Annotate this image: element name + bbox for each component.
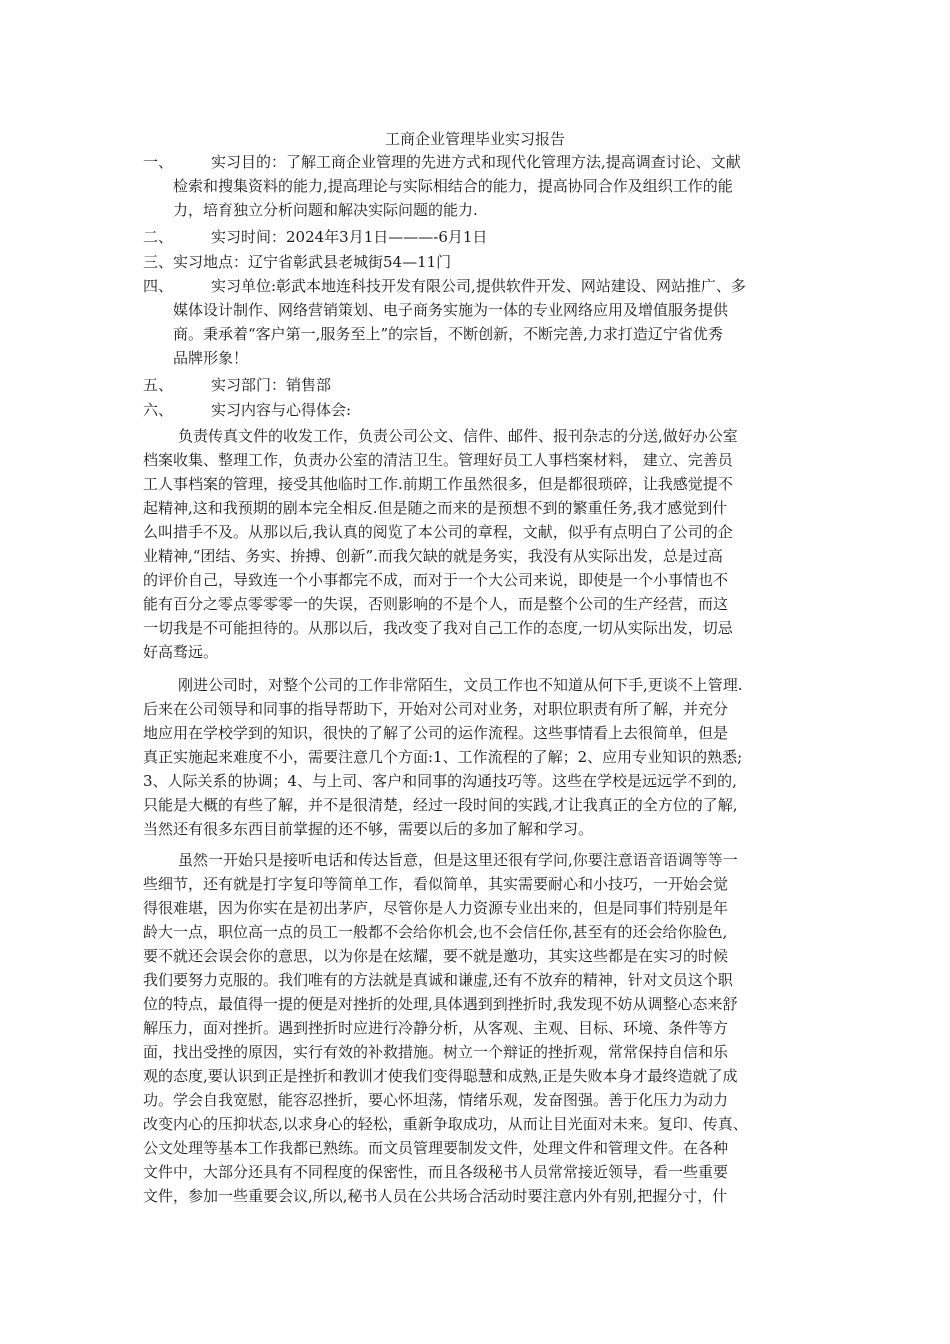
section-company — [143, 274, 823, 370]
document-title: 工商企业管理毕业实习报告 — [384, 130, 565, 148]
paragraph-line: 文件中，大部分还具有不同程度的保密性，而且各级秘书人员常常接近领导，看一些重要 — [143, 1163, 729, 1181]
section-line: 商。秉承着“客户第一,服务至上”的宗旨，不断创新，不断完善,力求打造辽宁省优秀 — [173, 325, 723, 343]
paragraph-line: 公文处理等基本工作我都已熟练。而文员管理要制发文件，处理文件和管理文件。在各种 — [143, 1139, 729, 1157]
paragraph-line: 后来在公司领导和同事的指导帮助下，开始对公司对业务，对职位职责有所了解，并充分 — [143, 700, 729, 718]
section-line: 实习目的：了解工商企业管理的先进方式和现代化管理方法,提高调查讨论、文献 — [211, 153, 741, 171]
section-number: 四、 — [143, 277, 174, 295]
paragraph-line: 一切我是不可能担待的。从那以后，我改变了我对自己工作的态度,一切从实际出发，切忌 — [143, 619, 733, 637]
paragraph-line: 些细节，还有就是打字复印等简单工作，看似简单，其实需要耐心和小技巧，一开始会觉 — [143, 875, 729, 893]
paragraph-line: 的评价自己，导致连一个小事都完不成，而对于一个大公司来说，即使是一个小事情也不 — [143, 571, 729, 589]
paragraph-line: 只能是大概的有些了解，并不是很清楚，经过一段时间的实践,才让我真正的全方位的了解, — [143, 796, 738, 814]
body-paragraph — [143, 848, 833, 1208]
paragraph-line: 刚进公司时，对整个公司的工作非常陌生，文员工作也不知道从何下手,更谈不上管理. — [178, 676, 743, 694]
section-line: 品牌形象！ — [173, 349, 249, 367]
paragraph-line: 解压力，面对挫折。遇到挫折时应进行冷静分析，从客观、主观、目标、环境、条件等方 — [143, 1019, 729, 1037]
paragraph-line: 改变内心的压抑状态,以求身心的轻松，重新争取成功，从而让目光面对未来。复印、传真、 — [143, 1115, 748, 1133]
paragraph-line: 好高骛远。 — [143, 643, 219, 661]
paragraph-line: 3、人际关系的协调；4、与上司、客户和同事的沟通技巧等。这些在学校是远远学不到的, — [143, 772, 737, 790]
paragraph-line: 要不就还会误会你的意思，以为你是在炫耀，要不就是邀功，其实这些都是在实习的时候 — [143, 947, 729, 965]
paragraph-line: 地应用在学校学到的知识，很快的了解了公司的运作流程。这些事情看上去很简单，但是 — [143, 724, 729, 742]
paragraph-line: 得很难堪，因为你实在是初出茅庐，尽管你是人力资源专业出来的，但是同事们特别是年 — [143, 899, 729, 917]
paragraph-line: 当然还有很多东西目前掌握的还不够，需要以后的多加了解和学习。 — [143, 820, 594, 838]
body-paragraph — [143, 424, 833, 664]
section-time — [143, 225, 823, 249]
paragraph-line: 么叫措手不及。从那以后,我认真的阅览了本公司的章程，文献，似乎有点明白了公司的企 — [143, 523, 733, 541]
section-number: 二、 — [143, 228, 174, 246]
section-line: 实习内容与心得体会: — [211, 401, 352, 419]
paragraph-line: 起精神,这和我预期的剧本完全相反.但是随之而来的是预想不到的繁重任务,我才感觉到什 — [143, 499, 728, 517]
paragraph-line: 业精神,“团结、务实、拚搏、创新”.而我欠缺的就是务实，我没有从实际出发，总是过高 — [143, 547, 723, 565]
section-content — [143, 398, 823, 422]
paragraph-line: 负责传真文件的收发工作，负责公司公文、信件、邮件、报刊杂志的分送,做好办公室 — [178, 427, 738, 445]
paragraph-line: 档案收集、整理工作，负责办公室的清洁卫生。管理好员工人事档案材料， 建立、完善员 — [143, 451, 733, 469]
paragraph-line: 面，找出受挫的原因，实行有效的补救措施。树立一个辩证的挫折观，常常保持自信和乐 — [143, 1043, 729, 1061]
paragraph-line: 虽然一开始只是接听电话和传达旨意，但是这里还很有学问,你要注意语音语调等等一 — [178, 851, 738, 869]
paragraph-line: 能有百分之零点零零零一的失误，否则影响的不是个人，而是整个公司的生产经营，而这 — [143, 595, 729, 613]
body-paragraph — [143, 673, 833, 841]
section-department — [143, 373, 823, 397]
paragraph-line: 龄大一点，职位高一点的员工一般都不会给你机会,也不会信任你,甚至有的还会给你脸色, — [143, 923, 728, 941]
section-line: 媒体设计制作、网络营销策划、电子商务实施为一体的专业网络应用及增值服务提供 — [173, 301, 729, 319]
section-purpose — [143, 150, 823, 222]
section-number: 一、 — [143, 153, 174, 171]
paragraph-line: 真正实施起来难度不小，需要注意几个方面:1、工作流程的了解；2、应用专业知识的熟悉; — [143, 748, 743, 766]
section-line: 实习时间：2024年3月1日———-6月1日 — [211, 228, 488, 246]
paragraph-line: 工人事档案的管理，接受其他临时工作.前期工作虽然很多，但是都很琐碎，让我感觉提不 — [143, 475, 733, 493]
section-location — [143, 250, 823, 274]
section-line: 实习地点：辽宁省彰武县老城街54—11门 — [173, 253, 452, 271]
section-line: 实习单位:彰武本地连科技开发有限公司,提供软件开发、网站建设、网站推广、多 — [211, 277, 746, 295]
paragraph-line: 位的特点，最值得一提的便是对挫折的处理,具体遇到到挫折时,我发现不妨从调整心态来舒 — [143, 995, 738, 1013]
section-line: 力，培育独立分析问题和解决实际问题的能力. — [173, 201, 478, 219]
section-line: 实习部门：销售部 — [211, 376, 332, 394]
paragraph-line: 观的态度,要认识到正是挫折和教训才使我们变得聪慧和成熟,正是失败本身才最终造就了成 — [143, 1067, 738, 1085]
paragraph-line: 文件，参加一些重要会议,所以,秘书人员在公共场合活动时要注意内外有别,把握分寸，什 — [143, 1187, 728, 1205]
paragraph-line: 我们要努力克服的。我们唯有的方法就是真诚和谦虚,还有不放弃的精神，针对文员这个职 — [143, 971, 733, 989]
section-line: 检索和搜集资料的能力,提高理论与实际相结合的能力，提高协同合作及组织工作的能 — [173, 177, 733, 195]
section-number: 六、 — [143, 401, 174, 419]
section-number: 五、 — [143, 376, 174, 394]
section-number: 三、 — [143, 253, 174, 271]
paragraph-line: 功。学会自我宽慰，能容忍挫折，要心怀坦荡，情绪乐观，发奋图强。善于化压力为动力 — [143, 1091, 729, 1109]
